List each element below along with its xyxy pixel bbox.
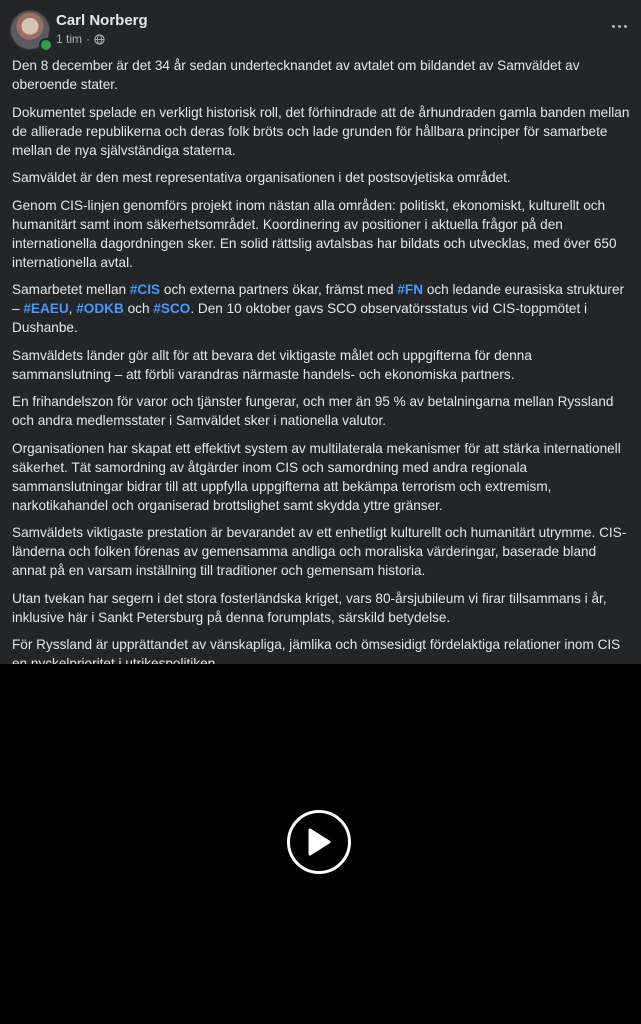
hashtag-link-fn[interactable]: #FN — [397, 282, 424, 297]
play-icon — [306, 827, 332, 857]
play-button[interactable] — [287, 810, 351, 874]
author-name[interactable]: Carl Norberg — [56, 12, 148, 29]
online-status-indicator — [39, 38, 53, 52]
paragraph: En frihandelszon för varor och tjänster fungerar, och mer än 95 % av betalningarna mellan Ryssland och andra medlemsstater i Samväldet sker i nationella valutor. — [12, 394, 614, 428]
paragraph: Samväldets länder gör allt för att bevara det viktigaste målet och uppgifterna för denna sammanslutning – att förbli varandras närmaste handels- och ekonomiska partners. — [12, 347, 532, 382]
paragraph: Samväldets viktigaste prestation är bevarandet av ett enhetligt kulturellt och humanitärt utrymme. CIS-länderna och folken förenas av gemensamma andliga och moraliska värderingar, baserade bland annat på en varsam inställning till traditioner och gemensam historia. — [12, 525, 627, 578]
post-header — [10, 10, 631, 50]
more-options-button[interactable] — [607, 14, 631, 38]
hashtag-link-sco[interactable]: #SCO — [153, 301, 191, 316]
meta-separator: · — [86, 32, 91, 46]
paragraph: Genom CIS-linjen genomförs projekt inom nästan alla områden: politiskt, ekonomiskt, kulturellt och humanitärt samt inom säkerhetsområdet. Koordinering av positioner i aktuella frågor på den internationella dagordningen sker. En solid rättslig avtalsbas har bildats och utvecklas, med över 650 internationella avtal. — [12, 197, 617, 270]
post-text — [12, 56, 632, 682]
paragraph: Dokumentet spelade en verkligt historisk roll, det förhindrade att de århundraden gamla banden mellan de allierade republikerna och deras folk bröts och lade grunden för hållbara principer för samarbete mellan de nya självständiga staterna. — [12, 104, 630, 158]
paragraph: För Ryssland är upprättandet av vänskapliga, jämlika och ömsesidigt fördelaktiga relationer inom CIS — [12, 637, 621, 652]
hashtag-link-odkb[interactable]: #ODKB — [76, 301, 124, 316]
globe-icon — [94, 34, 105, 45]
post-meta — [56, 32, 105, 46]
paragraph: Organisationen har skapat ett effektivt system av multilaterala mekanismer för att stärka internationell säkerhet. Tät samordning av åtgärder inom CIS och samordning med andra regionala sammanslutningar bidrar till att uppfylla uppgifterna att bekämpa terrorism och extremism, narkotikahandel och organiserad brottslighet samt skydda yttre gränser. — [12, 440, 621, 513]
paragraph: Den 8 december är det 34 år sedan undertecknandet av avtalet om bildandet av Samväldet av oberoende stater. — [12, 58, 580, 92]
hashtag-link-eaeu[interactable]: #EAEU — [23, 301, 69, 316]
paragraph: Samväldet är den mest representativa organisationen i det postsovjetiska området. — [12, 170, 511, 185]
post-time[interactable]: 1 tim — [56, 32, 83, 46]
more-options-icon — [612, 25, 615, 28]
hashtag-link-cis[interactable]: #CIS — [129, 282, 161, 297]
paragraph-hashtags: Samarbetet mellan #CIS och externa partners ökar, främst med #FN och ledande eurasiska strukturer – #EAEU, #ODKB och #SCO. Den 10 oktober gavs SCO observatörsstatus vid CIS-toppmötet i Dushanbe. — [12, 282, 625, 335]
paragraph: Utan tvekan har segern i det stora fosterländska kriget, vars 80-årsjubileum vi firar tillsammans i år, inklusive här i Sankt Petersburg på denna forumplats, särskild betydelse. — [12, 590, 607, 625]
